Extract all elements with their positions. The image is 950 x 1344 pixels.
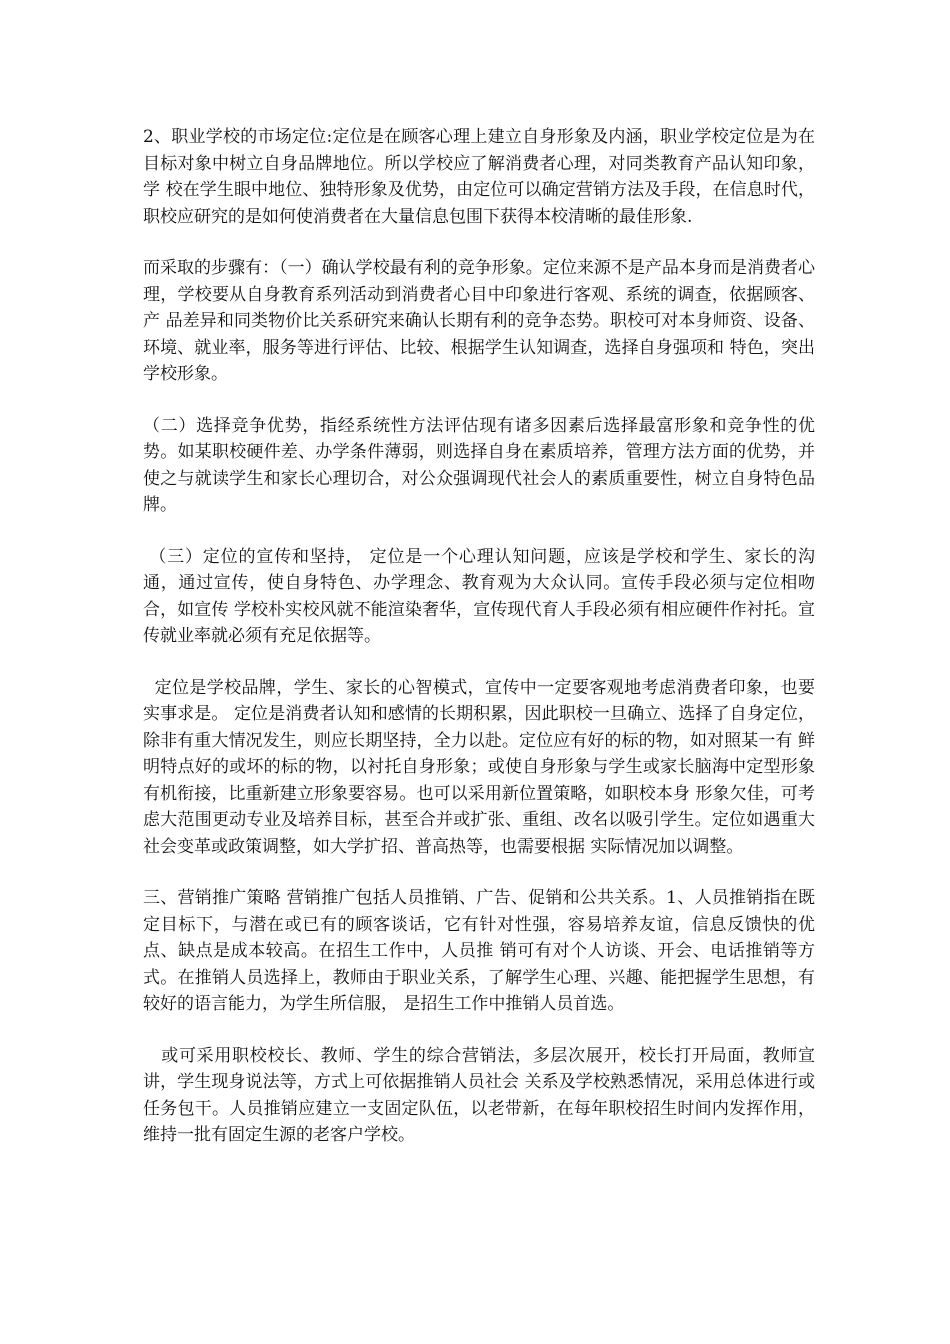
paragraph-positioning-promotion: （三）定位的宣传和坚持， 定位是一个心理认知问题，应该是学校和学生、家长的沟通，通过宣传，使自身特色、办学理念、教育观为大众认同。宣传手段必须与定位相吻合，如宣传 学校朴实校风就不能渲染奢华，宣传现代育人手段必须有相应硬件作衬托。宣传就业率就必须有充足依据等。 [143, 546, 816, 646]
paragraph-market-positioning: 2、职业学校的市场定位:定位是在顾客心理上建立自身形象及内涵，职业学校定位是为在目标对象中树立自身品牌地位。所以学校应了解消费者心理，对同类教育产品认知印象，学 校在学生眼中地位、独特形象及优势，由定位可以确定营销方法及手段，在信息时代，职校应研究的是如何使消费者在大量信息包围下获得本校清晰的最佳形象. [143, 127, 815, 227]
paragraph-brand-positioning: 定位是学校品牌，学生、家长的心智模式，宣传中一定要客观地考虑消费者印象，也要实事求是。 定位是消费者认知和感情的长期积累，因此职校一旦确立、选择了自身定位，除非有重大情况发生，则应长期坚持，全力以赴。定位应有好的标的物，如对照某一有 鲜明特点好的或坏的标的物，以衬托自身形象；或使自身形象与学生或家长脑海中定型形象有机衔接，比重新建立形象要容易。也可以采用新位置策略，如职校本身 形象欠佳，可考虑大范围更动专业及培养目标，甚至合并或扩张、重组、改名以吸引学生。定位如遇重大社会变革或政策调整，如大学扩招、普高热等，也需要根据 实际情况加以调整。 [143, 677, 816, 857]
paragraph-competitive-advantage: （二）选择竞争优势，指经系统性方法评估现有诸多因素后选择最富形象和竞争性的优势。如某职校硬件差、办学条件薄弱，则选择自身在素质培养，管理方法方面的优势，并使之与就读学生和家长心理切合，对公众强调现代社会人的素质重要性，树立自身特色品牌。 [143, 415, 815, 515]
paragraph-steps-competitive-image: 而采取的步骤有：（一）确认学校最有利的竞争形象。定位来源不是产品本身而是消费者心理，学校要从自身教育系列活动到消费者心目中印象进行客观、系统的调查，依据顾客、产 品差异和同类物价比关系研究来确认长期有利的竞争态势。职校可对本身师资、设备、环境、就业率，服务等进行评估、比较、根据学生认知调查，选择自身强项和 特色，突出学校形象。 [143, 258, 815, 384]
paragraph-marketing-strategy: 三、营销推广策略 营销推广包括人员推销、广告、促销和公共关系。1、人员推销指在既定目标下，与潜在或已有的顾客谈话，它有针对性强，容易培养友谊，信息反馈快的优点、缺点是成本较高。在招生工作中，人员推 销可有对个人访谈、开会、电话推销等方式。在推销人员选择上，教师由于职业关系，了解学生心理、兴趣、能把握学生思想，有较好的语言能力，为学生所信服， 是招生工作中推销人员首选。 [143, 888, 815, 1014]
paragraph-comprehensive-marketing: 或可采用职校校长、教师、学生的综合营销法，多层次展开，校长打开局面，教师宣讲，学生现身说法等，方式上可依据推销人员社会 关系及学校熟悉情况，采用总体进行或任务包干。人员推销应建立一支固定队伍，以老带新，在每年职校招生时间内发挥作用，维持一批有固定生源的老客户学校。 [143, 1045, 816, 1145]
document-body [143, 124, 815, 1174]
